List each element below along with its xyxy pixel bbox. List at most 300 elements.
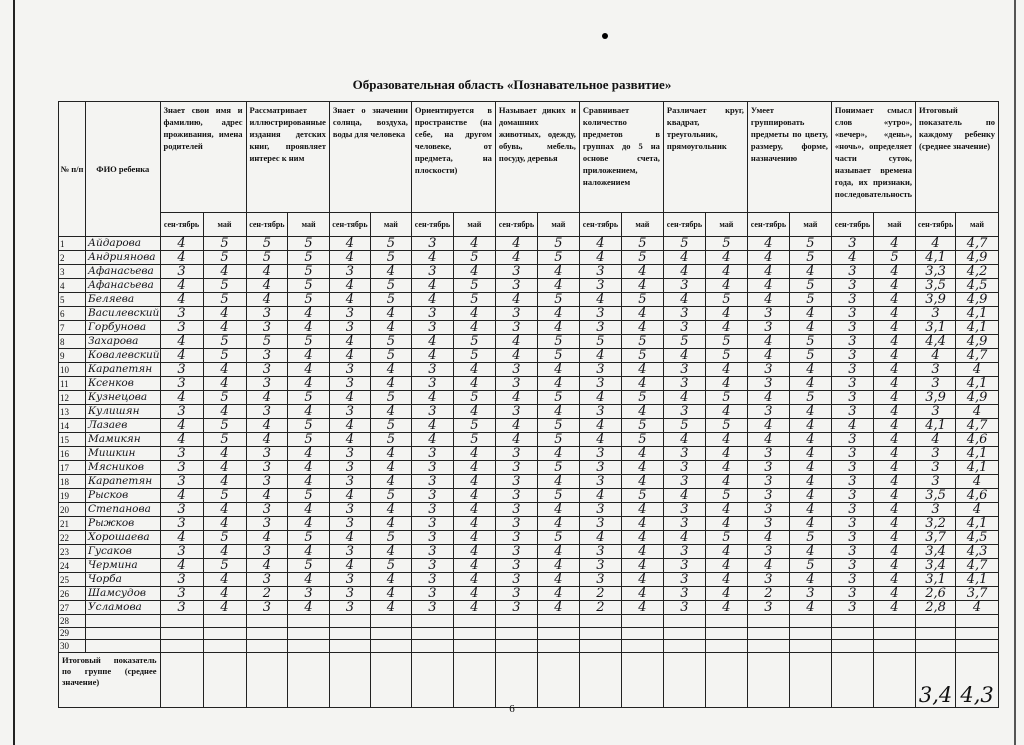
score-cell: 3	[160, 573, 203, 587]
score-cell: 3	[411, 559, 453, 573]
score-cell: 4	[789, 447, 831, 461]
child-total-score: 3,5	[916, 489, 956, 503]
score-cell	[831, 627, 873, 640]
score-cell: 5	[537, 433, 579, 447]
score-cell	[453, 615, 495, 628]
score-cell: 3	[831, 363, 873, 377]
score-cell: 4	[705, 475, 747, 489]
score-cell	[246, 640, 288, 653]
score-cell: 4	[621, 475, 663, 489]
score-cell: 4	[329, 349, 370, 363]
score-cell: 3	[831, 503, 873, 517]
table-row	[59, 545, 999, 559]
score-cell: 4	[873, 475, 915, 489]
child-total-score: 3,4	[916, 545, 956, 559]
score-cell: 3	[663, 545, 705, 559]
score-cell: 3	[579, 559, 621, 573]
score-cell: 4	[370, 363, 411, 377]
score-cell: 4	[495, 433, 537, 447]
child-total-score: 4,1	[956, 377, 999, 391]
child-name	[86, 615, 161, 628]
score-cell: 4	[537, 307, 579, 321]
score-cell: 3	[663, 307, 705, 321]
score-cell: 4	[203, 545, 246, 559]
child-name: Чорба	[86, 573, 161, 587]
score-cell: 4	[160, 293, 203, 307]
score-cell: 4	[160, 237, 203, 251]
score-cell: 5	[246, 237, 288, 251]
score-cell: 4	[246, 265, 288, 279]
score-cell: 3	[831, 391, 873, 405]
score-cell: 4	[621, 405, 663, 419]
table-row	[59, 377, 999, 391]
score-cell: 5	[203, 279, 246, 293]
score-cell: 4	[789, 419, 831, 433]
score-cell	[831, 640, 873, 653]
score-cell: 3	[663, 279, 705, 293]
score-cell: 4	[621, 573, 663, 587]
child-name: Мясников	[86, 461, 161, 475]
score-cell: 5	[621, 349, 663, 363]
row-number: 7	[59, 321, 86, 335]
score-cell: 5	[203, 433, 246, 447]
score-cell: 3	[831, 237, 873, 251]
score-cell: 4	[453, 573, 495, 587]
score-cell: 2	[579, 601, 621, 615]
score-cell: 4	[203, 601, 246, 615]
child-name: Андриянова	[86, 251, 161, 265]
child-name: Карапетян	[86, 363, 161, 377]
month-label-september: сен-тябрь	[663, 213, 705, 237]
score-cell: 4	[705, 377, 747, 391]
score-cell: 3	[663, 517, 705, 531]
score-cell: 3	[747, 363, 789, 377]
child-total-score: 4,9	[956, 251, 999, 265]
score-cell: 5	[705, 391, 747, 405]
score-cell: 3	[579, 475, 621, 489]
score-cell: 3	[411, 573, 453, 587]
score-cell: 3	[663, 601, 705, 615]
group-total-label: Итоговый показатель по группе (среднее значение)	[59, 652, 161, 707]
score-cell: 4	[453, 559, 495, 573]
score-cell: 4	[537, 587, 579, 601]
score-cell: 4	[329, 335, 370, 349]
score-cell: 4	[370, 573, 411, 587]
score-cell: 4	[705, 251, 747, 265]
score-cell: 5	[621, 293, 663, 307]
child-name: Чермина	[86, 559, 161, 573]
score-cell	[495, 615, 537, 628]
month-label-september: сен-тябрь	[411, 213, 453, 237]
score-cell: 4	[288, 517, 330, 531]
score-cell: 4	[329, 391, 370, 405]
score-cell: 4	[873, 265, 915, 279]
score-cell: 5	[537, 461, 579, 475]
table-row	[59, 265, 999, 279]
score-cell: 5	[705, 531, 747, 545]
score-cell	[329, 640, 370, 653]
score-cell: 5	[203, 531, 246, 545]
child-name: Гусаков	[86, 545, 161, 559]
table-row	[59, 349, 999, 363]
score-cell: 3	[411, 517, 453, 531]
child-name: Беляева	[86, 293, 161, 307]
score-cell	[160, 615, 203, 628]
score-cell: 4	[288, 307, 330, 321]
score-cell: 5	[705, 349, 747, 363]
score-cell	[411, 627, 453, 640]
score-cell: 3	[579, 461, 621, 475]
score-cell: 4	[789, 573, 831, 587]
score-cell: 4	[203, 461, 246, 475]
month-label-may: май	[873, 213, 915, 237]
score-cell: 3	[246, 349, 288, 363]
score-cell: 5	[203, 559, 246, 573]
score-cell: 5	[621, 237, 663, 251]
score-cell: 3	[831, 587, 873, 601]
row-number: 30	[59, 640, 86, 653]
score-cell: 5	[288, 559, 330, 573]
score-cell: 4	[621, 531, 663, 545]
score-cell: 4	[789, 545, 831, 559]
score-cell: 5	[203, 335, 246, 349]
score-cell	[747, 640, 789, 653]
score-cell: 4	[747, 335, 789, 349]
child-total-score: 3	[916, 363, 956, 377]
col-header-indicator: Различает круг, квадрат, треугольник, прямоугольник	[663, 102, 747, 213]
score-cell: 4	[537, 503, 579, 517]
score-cell: 4	[288, 601, 330, 615]
score-cell: 3	[747, 447, 789, 461]
row-number: 3	[59, 265, 86, 279]
score-cell: 4	[453, 587, 495, 601]
score-cell: 5	[789, 251, 831, 265]
score-cell: 5	[288, 293, 330, 307]
group-total-row	[59, 652, 999, 707]
score-cell: 3	[747, 503, 789, 517]
score-cell: 4	[579, 237, 621, 251]
score-cell: 4	[873, 321, 915, 335]
score-cell: 4	[621, 503, 663, 517]
child-total-score	[916, 640, 956, 653]
child-total-score: 3	[916, 405, 956, 419]
month-label-september: сен-тябрь	[579, 213, 621, 237]
row-number: 15	[59, 433, 86, 447]
score-cell: 3	[160, 265, 203, 279]
score-cell: 4	[246, 433, 288, 447]
row-number: 1	[59, 237, 86, 251]
score-cell: 4	[160, 391, 203, 405]
child-total-score: 3	[916, 461, 956, 475]
score-cell: 4	[453, 461, 495, 475]
child-name: Усламова	[86, 601, 161, 615]
child-total-score: 3,9	[916, 293, 956, 307]
score-cell: 3	[246, 321, 288, 335]
score-cell: 4	[453, 321, 495, 335]
score-cell: 4	[453, 517, 495, 531]
score-cell: 5	[453, 293, 495, 307]
row-number: 24	[59, 559, 86, 573]
score-cell	[579, 615, 621, 628]
score-cell	[411, 640, 453, 653]
score-cell: 5	[621, 335, 663, 349]
score-cell: 5	[203, 391, 246, 405]
score-cell: 5	[621, 391, 663, 405]
score-cell: 4	[160, 433, 203, 447]
empty-cell	[873, 652, 915, 707]
score-cell: 4	[203, 587, 246, 601]
score-cell: 4	[288, 405, 330, 419]
score-cell: 5	[789, 293, 831, 307]
score-cell: 5	[789, 349, 831, 363]
col-header-indicator: Понимает смысл слов «утро», «вечер», «день», «ночь», определяет части суток, называет времена года, их признаки, последовательность	[831, 102, 915, 213]
score-cell: 5	[537, 349, 579, 363]
row-number: 16	[59, 447, 86, 461]
child-name: Степанова	[86, 503, 161, 517]
score-cell: 3	[411, 461, 453, 475]
score-cell	[453, 627, 495, 640]
score-cell: 4	[747, 433, 789, 447]
empty-cell	[831, 652, 873, 707]
child-total-score: 4,6	[956, 433, 999, 447]
table-row	[59, 461, 999, 475]
month-label-may: май	[537, 213, 579, 237]
row-number: 20	[59, 503, 86, 517]
score-cell: 4	[537, 545, 579, 559]
score-cell	[873, 640, 915, 653]
score-cell: 3	[579, 363, 621, 377]
score-cell: 5	[453, 419, 495, 433]
score-cell: 4	[621, 601, 663, 615]
score-cell: 3	[579, 377, 621, 391]
score-cell: 3	[329, 447, 370, 461]
child-total-score: 4	[956, 475, 999, 489]
score-cell: 5	[621, 419, 663, 433]
score-cell: 3	[329, 405, 370, 419]
score-cell: 4	[495, 349, 537, 363]
score-cell: 5	[370, 279, 411, 293]
col-header-indicator: Ориентируется в пространстве (на себе, на другом человеке, от предмета, на плоскости)	[411, 102, 495, 213]
score-cell: 3	[579, 503, 621, 517]
score-cell: 3	[160, 475, 203, 489]
score-cell: 4	[747, 279, 789, 293]
child-name: Рыжков	[86, 517, 161, 531]
score-cell: 3	[495, 573, 537, 587]
score-cell	[789, 615, 831, 628]
score-cell: 3	[246, 377, 288, 391]
score-cell: 3	[747, 489, 789, 503]
score-cell: 5	[789, 279, 831, 293]
score-cell: 5	[789, 237, 831, 251]
month-label-may: май	[956, 213, 999, 237]
score-cell: 5	[663, 419, 705, 433]
score-cell: 4	[621, 545, 663, 559]
child-name: Захарова	[86, 335, 161, 349]
score-cell: 5	[288, 237, 330, 251]
score-cell: 3	[747, 461, 789, 475]
score-cell: 5	[370, 391, 411, 405]
score-cell: 3	[246, 517, 288, 531]
score-cell: 4	[747, 531, 789, 545]
score-cell: 5	[453, 349, 495, 363]
score-cell: 4	[663, 251, 705, 265]
score-cell	[579, 627, 621, 640]
score-cell: 3	[831, 517, 873, 531]
score-cell: 4	[621, 587, 663, 601]
score-cell: 5	[288, 419, 330, 433]
child-total-score: 4,7	[956, 349, 999, 363]
score-cell: 3	[663, 377, 705, 391]
row-number: 6	[59, 307, 86, 321]
score-cell: 4	[160, 251, 203, 265]
score-cell: 4	[288, 377, 330, 391]
month-label-may: май	[705, 213, 747, 237]
score-cell: 4	[160, 489, 203, 503]
score-cell: 4	[873, 447, 915, 461]
child-total-score	[916, 615, 956, 628]
score-cell: 5	[537, 489, 579, 503]
score-cell: 4	[873, 531, 915, 545]
score-cell: 3	[495, 489, 537, 503]
score-cell: 3	[246, 363, 288, 377]
score-cell: 3	[663, 503, 705, 517]
score-cell: 4	[537, 573, 579, 587]
score-cell: 3	[831, 293, 873, 307]
score-cell: 3	[579, 573, 621, 587]
score-cell: 3	[831, 433, 873, 447]
table-row	[59, 601, 999, 615]
row-number: 8	[59, 335, 86, 349]
score-cell: 5	[789, 559, 831, 573]
table-row	[59, 251, 999, 265]
empty-cell	[370, 652, 411, 707]
score-cell: 4	[705, 587, 747, 601]
score-cell	[288, 627, 330, 640]
row-number: 29	[59, 627, 86, 640]
score-cell: 5	[621, 489, 663, 503]
empty-cell	[537, 652, 579, 707]
score-cell: 5	[579, 335, 621, 349]
score-cell: 4	[789, 601, 831, 615]
row-number: 21	[59, 517, 86, 531]
empty-cell	[705, 652, 747, 707]
month-label-may: май	[453, 213, 495, 237]
score-cell: 4	[663, 293, 705, 307]
score-cell: 4	[873, 503, 915, 517]
score-cell: 3	[831, 545, 873, 559]
score-cell: 3	[663, 405, 705, 419]
score-cell: 4	[246, 293, 288, 307]
score-cell: 3	[747, 405, 789, 419]
score-cell: 5	[370, 559, 411, 573]
score-cell: 4	[370, 601, 411, 615]
score-cell: 4	[705, 573, 747, 587]
score-cell: 3	[246, 545, 288, 559]
month-label-september: сен-тябрь	[329, 213, 370, 237]
score-cell: 4	[873, 573, 915, 587]
child-name: Ксенков	[86, 377, 161, 391]
score-cell: 4	[579, 489, 621, 503]
score-cell: 4	[621, 559, 663, 573]
row-number: 17	[59, 461, 86, 475]
score-cell: 3	[411, 475, 453, 489]
score-cell: 4	[705, 405, 747, 419]
score-cell: 4	[246, 279, 288, 293]
score-cell: 4	[203, 307, 246, 321]
row-number: 11	[59, 377, 86, 391]
child-name: Афанасьева	[86, 265, 161, 279]
page-edge-left	[13, 0, 15, 745]
score-cell: 3	[831, 265, 873, 279]
score-cell: 3	[160, 587, 203, 601]
score-cell: 4	[579, 349, 621, 363]
score-cell: 4	[329, 433, 370, 447]
score-cell: 3	[831, 279, 873, 293]
score-cell: 4	[370, 461, 411, 475]
score-cell: 5	[370, 349, 411, 363]
score-cell: 4	[288, 447, 330, 461]
score-cell: 4	[203, 265, 246, 279]
table-row	[59, 293, 999, 307]
score-cell: 3	[747, 321, 789, 335]
page-title: Образовательная область «Познавательное развитие»	[352, 77, 672, 92]
score-cell: 3	[411, 237, 453, 251]
empty-cell	[789, 652, 831, 707]
score-cell: 3	[160, 545, 203, 559]
score-cell: 4	[370, 545, 411, 559]
child-total-score: 4,9	[956, 335, 999, 349]
table-row	[59, 405, 999, 419]
score-cell: 5	[663, 237, 705, 251]
score-cell	[663, 627, 705, 640]
score-cell: 4	[747, 559, 789, 573]
score-cell: 4	[537, 363, 579, 377]
table-row	[59, 307, 999, 321]
score-cell: 4	[453, 601, 495, 615]
col-header-indicator: Знает о значении солнца, воздуха, воды для человека	[329, 102, 411, 213]
row-number: 4	[59, 279, 86, 293]
score-cell	[246, 615, 288, 628]
score-cell: 4	[370, 307, 411, 321]
score-cell: 4	[203, 503, 246, 517]
score-cell: 4	[495, 251, 537, 265]
table-row	[59, 489, 999, 503]
score-cell: 3	[579, 265, 621, 279]
score-cell	[831, 615, 873, 628]
score-cell: 4	[789, 265, 831, 279]
score-cell: 4	[288, 461, 330, 475]
score-cell: 3	[329, 573, 370, 587]
score-cell: 4	[203, 377, 246, 391]
child-total-score: 4,3	[956, 545, 999, 559]
score-cell: 3	[160, 321, 203, 335]
score-cell: 3	[411, 363, 453, 377]
score-cell: 3	[246, 475, 288, 489]
score-cell: 4	[663, 531, 705, 545]
score-cell: 4	[453, 503, 495, 517]
table-row	[59, 363, 999, 377]
score-cell: 3	[495, 377, 537, 391]
score-cell: 4	[747, 237, 789, 251]
child-name: Хорошаева	[86, 531, 161, 545]
score-cell: 3	[831, 321, 873, 335]
score-cell: 3	[246, 503, 288, 517]
score-cell: 5	[288, 531, 330, 545]
score-cell: 3	[329, 601, 370, 615]
score-cell: 4	[705, 307, 747, 321]
row-number: 19	[59, 489, 86, 503]
score-cell: 4	[203, 475, 246, 489]
